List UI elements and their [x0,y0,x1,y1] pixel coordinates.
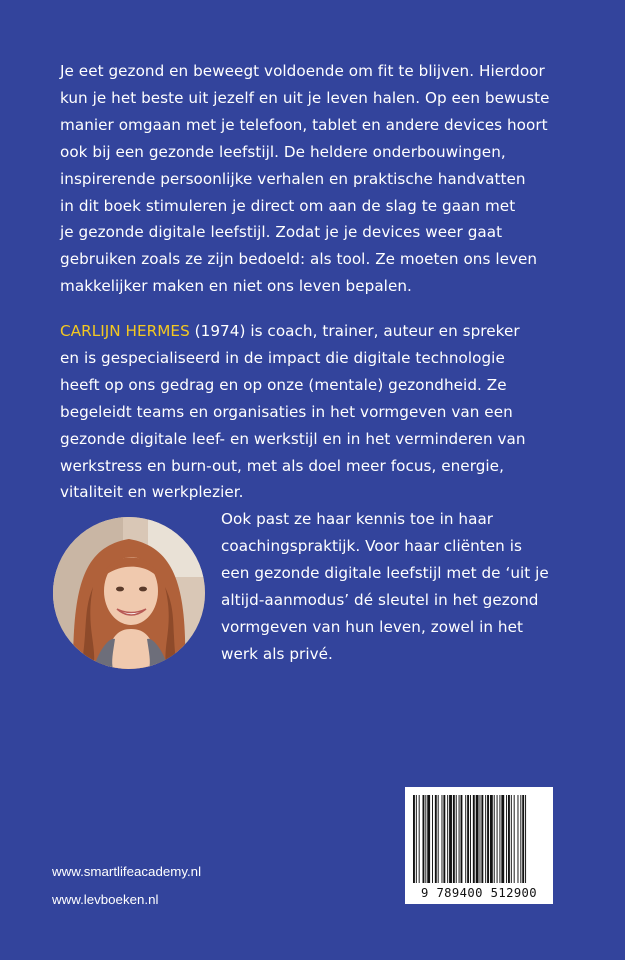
barcode-bar [494,795,495,883]
barcode-bar [506,795,507,883]
blurb-line: ook bij een gezonde leefstijl. De heldere onderbouwingen, [60,142,506,161]
barcode-bar [456,795,457,883]
barcode-bar [461,795,463,883]
author-practice-line: Ook past ze haar kennis toe in haar [221,510,494,528]
blurb-line: je gezonde digitale leefstijl. Zodat je je devices weer gaat [60,223,503,242]
barcode-bar [413,795,415,883]
isbn-number: 9 789400 512900 [420,886,538,900]
barcode-bar [490,795,493,883]
barcode-bar [499,795,500,883]
barcode-bar [508,795,510,883]
barcode-bar [518,795,519,883]
barcode-bar [438,795,439,883]
blurb-line: makkelijker maken en niet ons leven bepalen. [60,277,412,296]
barcode-bar [459,795,460,883]
author-portrait-icon [53,517,205,669]
author-bio-line: begeleidt teams en organisaties in het vormgeven van een [60,402,513,421]
barcode-bar [419,795,420,883]
barcode-bar [447,795,448,883]
author-bio-line: gezonde digitale leef- en werkstijl en in het verminderen van [60,429,526,448]
barcode-bar [480,795,481,883]
author-bio-line [60,318,570,345]
barcode-bar [497,795,498,883]
barcode-bar [427,795,430,883]
author-practice-paragraph [221,506,581,667]
barcode-bar [416,795,417,883]
barcode-bar [423,795,425,883]
barcode-bar [465,795,466,883]
barcode-bar [487,795,489,883]
blurb-line: Je eet gezond en beweegt voldoende om fit te blijven. Hierdoor [60,62,545,80]
author-name: CARLIJN HERMES [60,322,190,340]
blurb-line: gebruiken zoals ze zijn bedoeld: als tool. Ze moeten ons leven [60,250,538,269]
barcode-bar [449,795,452,883]
barcode-bar [470,795,471,883]
author-bio-line: vitaliteit en werkplezier. [60,483,244,502]
blurb-line: kun je het beste uit jezelf en uit je leven halen. Op een bewuste [60,88,550,107]
blurb-paragraph [60,58,570,300]
barcode-bar [511,795,512,883]
author-bio [60,318,570,506]
barcode-bar [467,795,469,883]
blurb-line: inspirerende persoonlijke verhalen en praktische handvatten [60,169,526,188]
website-links [52,858,201,914]
barcode-bar [525,795,526,883]
website-link-levboeken[interactable]: www.levboeken.nl [52,892,159,907]
barcode-bar [520,795,521,883]
barcode-bar [485,795,486,883]
barcode-bar [443,795,445,883]
author-practice-line: coachingspraktijk. Voor haar cliënten is [221,536,522,555]
isbn-barcode [405,787,553,904]
barcode-bar [476,795,479,883]
barcode-bar [435,795,437,883]
barcode-bar [501,795,504,883]
barcode-bar [473,795,475,883]
barcode-bar [442,795,443,883]
author-bio-first-line: (1974) is coach, trainer, auteur en spreker [189,322,520,340]
barcode-icon [413,795,545,883]
author-practice-line: altijd-aanmodus’ dé sleutel in het gezond [221,590,539,609]
author-bio-line: werkstress en burn-out, met als doel meer focus, energie, [60,456,504,475]
blurb-line: manier omgaan met je telefoon, tablet en andere devices hoort [60,115,548,134]
barcode-bar [481,795,483,883]
author-bio-line: en is gespecialiseerd in de impact die digitale technologie [60,348,505,367]
author-bio-line: heeft op ons gedrag en op onze (mentale) gezondheid. Ze [60,375,507,394]
author-practice-line: vormgeven van hun leven, zowel in het [221,617,523,636]
website-link-smartlifeacademy[interactable]: www.smartlifeacademy.nl [52,864,202,879]
author-practice-line: een gezonde digitale leefstijl met de ‘uit je [221,563,549,582]
author-practice-line: werk als privé. [221,644,333,663]
author-photo [53,517,205,669]
blurb-line: in dit boek stimuleren je direct om aan de slag te gaan met [60,196,516,215]
barcode-bar [453,795,455,883]
barcode-bar [514,795,515,883]
barcode-bar [425,795,426,883]
barcode-bar [522,795,524,883]
barcode-bar [432,795,433,883]
